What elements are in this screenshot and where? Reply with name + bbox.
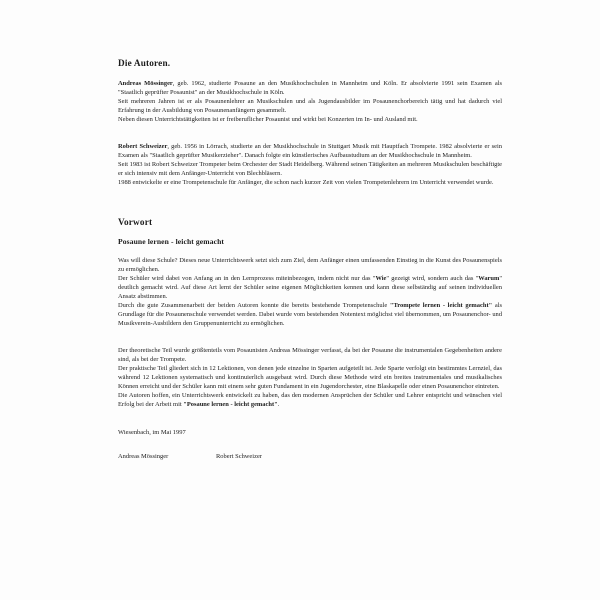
preface-paragraph-group-1 [118, 256, 502, 328]
preface-heading: Vorwort [118, 217, 153, 228]
signature-block [118, 428, 502, 461]
author-block-moessinger [118, 79, 502, 124]
preface-paragraph-2a: Der theoretische Teil wurde größtenteils vom Posaunisten Andreas Mössinger verfasst, da bei der Posaune die instrumentalen Gegebenheiten andere sind, als bei der Trompete. [118, 346, 502, 363]
preface-p1b-post: " deutlich gemacht wird. Auf diese Art lernt der Schüler seine eigenen Möglichkeiten kennen und kann diese selbständig auf seinen individuellen Ansatz abstimmen. [118, 274, 502, 300]
author-schweizer-bio [118, 142, 502, 160]
preface-p1b-pre: Der Schüler wird dabei von Anfang an in den Lernprozess miteinbezogen, indem nicht nur das " [118, 274, 376, 282]
signature-spacer [118, 419, 502, 428]
signature-name-schweizer: Robert Schweizer [216, 452, 262, 460]
page-content [118, 58, 502, 461]
preface-subheading: Posaune lernen - leicht gemacht [118, 237, 225, 247]
preface-p1c-title-trompete: "Trompete lernen - leicht gemacht" [389, 301, 493, 309]
preface-paragraph-1c [118, 301, 502, 328]
signature-place-date: Wiesenbach, im Mai 1997 [118, 428, 186, 436]
preface-p1b-mid: " gezeigt wird, sondern auch das " [386, 274, 479, 282]
author-schweizer-bio-line-1: , geb. 1956 in Lörrach, studierte an der Musikhochschule in Stuttgart Musik mit Hauptfach Trompete. 1982 absolvierte er sein Examen als "Staatlich geprüfter Musikerzieher". Danach folgte ein künstlerisches Aufbaustudium an der Musikhochschule in Mannheim. [118, 143, 502, 160]
preface-p1b-emphasis-warum: Warum [478, 274, 500, 282]
author-schweizer-bio-line-3: 1988 entwickelte er eine Trompetenschule für Anfänger, die schon nach kurzer Zeit von vielen Trompetenlehrern im Unterricht verwendet wurde. [118, 179, 494, 187]
preface-paragraph-2c [118, 391, 502, 409]
signature-name-moessinger: Andreas Mössinger [118, 452, 169, 460]
author-moessinger-bio-line-3: Neben diesen Unterrichtstätigkeiten ist er freiberuflicher Posaunist und wirkt bei Konzerten im In- und Ausland mit. [118, 116, 418, 124]
preface-section [118, 217, 502, 408]
preface-paragraph-group-2 [118, 346, 502, 409]
preface-paragraph-2b: Der praktische Teil gliedert sich in 12 Lektionen, von denen jede einzelne in Sparten aufgeteilt ist. Jede Sparte verfolgt ein bestimmtes Lernziel, das während 12 Lektionen systematisch und kontinuierlich ausgebaut wird. Durch diese Methode wird ein breites instrumentales und musikalisches Können erreicht und der Schüler kann mit einem sehr guten Fundament in ein Jugendorchester, eine Blaskapelle oder einen Posaunenchor eintreten. [118, 364, 502, 390]
author-moessinger-bio-line-2: Seit mehreren Jahren ist er als Posaunenlehrer an Musikschulen und als Jugendausbilder im Posaunenchorbereich tätig und hat dadurch viel Erfahrung in der Ausbildung von Posaunenanfängern gesammelt. [118, 98, 502, 115]
author-moessinger-bio [118, 79, 502, 97]
author-block-schweizer [118, 142, 502, 187]
author-moessinger-bio-line-1: , geb. 1962, studierte Posaune an den Musikhochschulen in Mannheim und Köln. Er absolvierte 1991 sein Examen als "Staatlich geprüfter Posaunist" an der Musikhochschule in Köln. [118, 80, 502, 97]
preface-p2c-title-posaune: "Posaune lernen - leicht gemacht" [183, 400, 278, 408]
author-moessinger-name: Andreas Mössinger [118, 80, 173, 88]
preface-p1c-post: als Grundlage für die Posaunenschule verwendet werden. Dabei wurde vom bestehenden Notentext möglichst viel übernommen, um Posaunenchor- und Musikverein-Ausbildern den Gruppenunterricht zu ermöglichen. [118, 301, 502, 327]
preface-p2c-post: . [277, 400, 280, 408]
preface-paragraph-1b [118, 274, 502, 301]
signature-names-row [118, 452, 502, 461]
authors-section-heading: Die Autoren. [118, 58, 171, 68]
preface-paragraph-1a: Was will diese Schule? Dieses neue Unterrichtswerk setzt sich zum Ziel, dem Anfänger einen umfassenden Einstieg in die Kunst des Posaunenspiels zu ermöglichen. [118, 256, 502, 273]
preface-p1b-emphasis-wie: Wie [375, 274, 387, 282]
preface-p1c-pre: Durch die gute Zusammenarbeit der beiden Autoren konnte die bereits bestehende Trompetenschule [118, 301, 390, 309]
author-schweizer-name: Robert Schweizer [118, 143, 168, 151]
preface-p2c-pre: Die Autoren hoffen, ein Unterrichtswerk entwickelt zu haben, das den modernen Ansprüchen der Schüler und Lehrer entspricht und wünschen viel Erfolg bei der Arbeit mit [118, 391, 502, 408]
author-schweizer-bio-line-2: Seit 1983 ist Robert Schweizer Trompeter beim Orchester der Stadt Heidelberg. Während seinen Tätigkeiten an mehreren Musikschulen beschäftigte er sich intensiv mit dem Anfänger-Unterricht von Blechbläsern. [118, 161, 502, 178]
